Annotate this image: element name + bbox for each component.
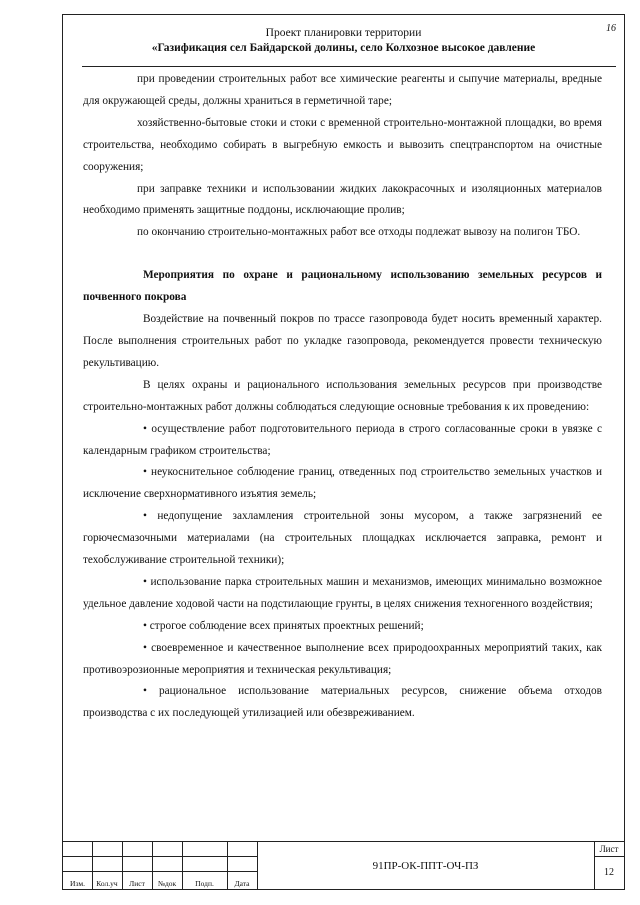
stamp-col-doc: №док (157, 879, 177, 888)
document-body (83, 69, 602, 725)
sheet-number: 12 (604, 867, 614, 878)
document-code: 91ПР-ОК-ППТ-ОЧ-ПЗ (372, 860, 479, 872)
list-item-text: по окончанию строительно-монтажных работ все отходы подлежат вывозу на полигон ТБО. (137, 226, 581, 239)
stamp-row-line (63, 871, 257, 872)
header-rule (82, 66, 616, 67)
title-block (63, 841, 624, 889)
stamp-col-list: Лист (129, 879, 145, 888)
bullet-item: • использование парка строительных машин и механизмов, имеющих минимально возможное удельное давление ходовой части на подстилающие грунты, в целях снижения техногенного воздействия; (83, 575, 602, 610)
bullet-item: • неукоснительное соблюдение границ, отведенных под строительство земельных участков и исключение сверхнормативного изъятия земель; (83, 466, 602, 501)
stamp-col-izm: Изм. (70, 879, 85, 888)
list-item (83, 113, 602, 179)
list-item-text: хозяйственно-бытовые стоки и стоки с временной строительно-монтажной площадки, во время строительства, необходимо собирать в выгребную емкость и вывозить спецтранспортом на очистные сооружения; (83, 116, 602, 173)
bullet-item: • рациональное использование материальных ресурсов, снижение объема отходов производства с их последующей утилизацией или обезвреживанием. (83, 685, 602, 720)
header-title: Проект планировки территории (265, 27, 422, 39)
list-item (83, 179, 602, 223)
list-item (83, 222, 602, 244)
header-subtitle: «Газификация сел Байдарской долины, село Колхозное высокое давление (151, 42, 536, 54)
section-heading: Мероприятия по охране и рациональному использованию земельных ресурсов и почвенного покрова (83, 269, 602, 304)
list-item-text: при заправке техники и использовании жидких лакокрасочных и изоляционных материалов необходимо применять защитные поддоны, исключающие пролив; (83, 182, 602, 217)
bullet-item: • недопущение захламления строительной зоны мусором, а также загрязнений ее горючесмазочными материалами (на строительных площадках исключается заправка, ремонт и техобслуживание строительной техники); (83, 510, 602, 567)
bullet-item: • строгое соблюдение всех принятых проектных решений; (143, 619, 424, 632)
stamp-col-sign: Подп. (195, 879, 214, 888)
stamp-row-line (63, 856, 257, 857)
document-sheet (62, 14, 625, 890)
bullet-item: • своевременное и качественное выполнение всех природоохранных мероприятий таких, как противоэрозионные мероприятия и техническая рекультивация; (83, 641, 602, 676)
bullet-item: • осуществление работ подготовительного периода в строго согласованные сроки в увязке с календарным графиком строительства; (83, 422, 602, 457)
list-item-text: при проведении строительных работ все химические реагенты и сыпучие материалы, вредные для окружающей среды, должны храниться в герметичной таре; (83, 73, 602, 107)
stamp-row-line (594, 856, 624, 857)
sheet-label: Лист (599, 844, 619, 854)
paragraph: Воздействие на почвенный покров по трассе газопровода будет носить временный характер. После выполнения строительных работ по укладке газопровода, рекомендуется провести техническую рекультивацию. (83, 313, 602, 369)
paragraph: В целях охраны и рационального использования земельных ресурсов при производстве строительно-монтажных работ должны соблюдаться следующие основные требования к их проведению: (83, 378, 602, 413)
page-number: 16 (606, 23, 616, 34)
stamp-col-date: Дата (234, 879, 250, 888)
stamp-col-kol-uch: Кол.уч (96, 879, 118, 888)
list-item (83, 69, 602, 113)
